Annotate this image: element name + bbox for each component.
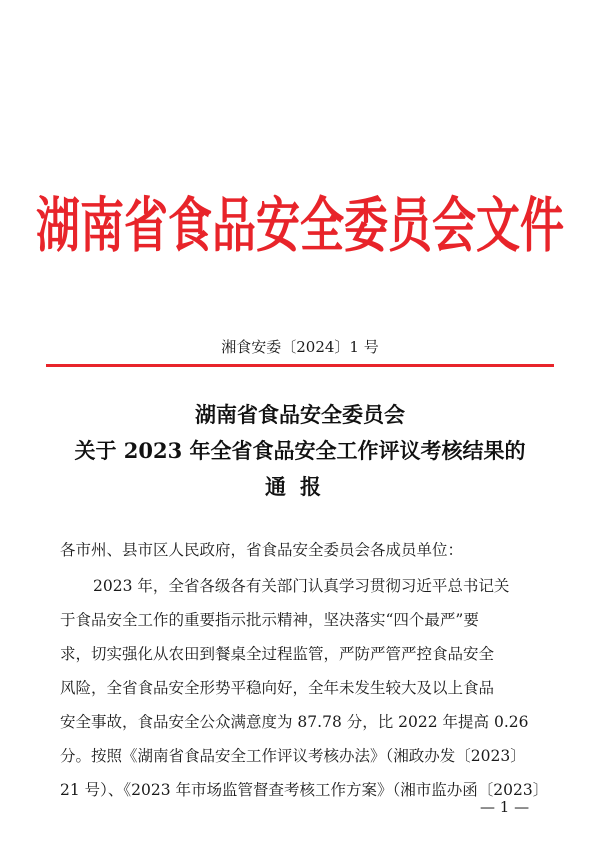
body-line: 风险，全省食品安全形势平稳向好，全年未发生较大及以上食品: [60, 679, 495, 697]
title-line-3: 通报: [265, 474, 335, 499]
body-line: 安全事故，食品安全公众满意度为 87.78 分，比 2022 年提高 0.26: [60, 713, 529, 731]
red-divider-line: [46, 364, 554, 367]
title-line-2: 关于 2023 年全省食品安全工作评议考核结果的: [74, 438, 526, 463]
body-line: 于食品安全工作的重要指示批示精神，坚决落实“四个最严”要: [60, 611, 479, 629]
body-line: 分。按照《湖南省食品安全工作评议考核办法》（湘政办发〔2023〕: [60, 747, 526, 765]
title-line-1: 湖南省食品安全委员会: [195, 402, 405, 427]
body-line: 21 号）、《2023 年市场监管督查考核工作方案》（湘市监办函〔2023〕: [60, 781, 549, 799]
salutation: 各市州、县市区人民政府，省食品安全委员会各成员单位：: [60, 541, 464, 559]
body-line: 2023 年，全省各级各有关部门认真学习贯彻习近平总书记关: [93, 577, 510, 595]
document-masthead: 湖南省食品安全委员会文件: [36, 191, 564, 261]
body-line: 求，切实强化从农田到餐桌全过程监管，严防严管严控食品安全: [60, 645, 495, 663]
document-number: 湘食安委〔2024〕1 号: [221, 338, 379, 356]
page-number: — 1 —: [480, 798, 530, 816]
